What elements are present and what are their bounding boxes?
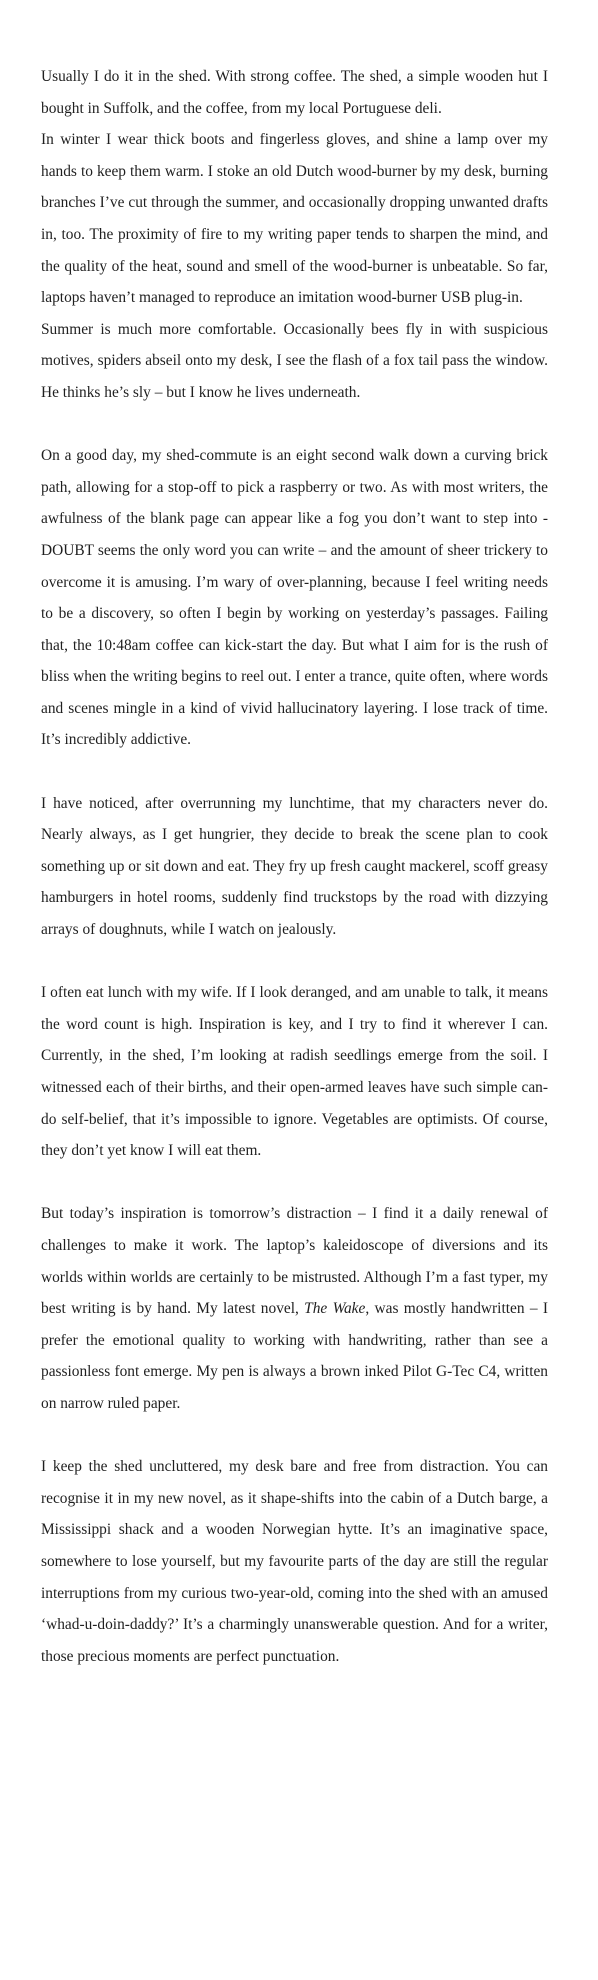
paragraph-distraction-after: , was mostly handwritten – I prefer the emotional quality to working with handwriting, rather than see a passionless font emerge. My pen is always a brown inked Pilot G-Tec C4, written on narrow ruled paper. [41,1300,548,1412]
paragraph-shed-commute: On a good day, my shed-commute is an eight second walk down a curving brick path, allowing for a stop-off to pick a raspberry or two. As with most writers, the awfulness of the blank page can appear like a fog you don’t want to step into - DOUBT seems the only word you can write – and the amount of sheer trickery to overcome it is amusing. I’m wary of over-planning, because I feel writing needs to be a discovery, so often I begin by working on yesterday’s passages. Failing that, the 10:48am coffee can kick-start the day. But what I aim for is the rush of bliss when the writing begins to reel out. I enter a trance, quite often, where words and scenes mingle in a kind of vivid hallucinatory layering. I lose track of time. It’s incredibly addictive. [41,447,548,749]
paragraph-spacer [41,946,548,978]
paragraph-shed-intro: Usually I do it in the shed. With strong coffee. The shed, a simple wooden hut I bought in Suffolk, and the coffee, from my local Portuguese deli. [41,68,548,117]
paragraph-spacer [41,1167,548,1199]
novel-title: The Wake [304,1300,366,1318]
paragraph-uncluttered-shed: I keep the shed uncluttered, my desk bare and free from distraction. You can recognise it in my new novel, as it shape-shifts into the cabin of a Dutch barge, a Mississippi shack and a wooden Norwegian hytte. It’s an imaginative space, somewhere to lose yourself, but my favourite parts of the day are still the regular interruptions from my curious two-year-old, coming into the shed with an amused ‘whad-u-doin-daddy?’ It’s a charmingly unanswerable question. And for a writer, those precious moments are perfect punctuation. [41,1458,548,1665]
paragraph-characters-lunch: I have noticed, after overrunning my lunchtime, that my characters never do. Nearly always, as I get hungrier, they decide to break the scene plan to cook something up or sit down and eat. They fry up fresh caught mackerel, scoff greasy hamburgers in hotel rooms, suddenly find truckstops by the road with dizzying arrays of doughnuts, while I watch on jealously. [41,794,548,939]
paragraph-distraction-before: But today’s inspiration is tomorrow’s distraction – I find it a daily renewal of challenges to make it work. The laptop’s kaleidoscope of diversions and its worlds within worlds are certainly to be mistrusted. Although I’m a fast typer, my best writing is by hand. My latest novel, [41,1205,548,1318]
paragraph-spacer [41,1420,548,1452]
paragraph-inspiration: I often eat lunch with my wife. If I look deranged, and am unable to talk, it means the word count is high. Inspiration is key, and I try to find it wherever I can. Currently, in the shed, I’m looking at radish seedlings emerge from the soil. I witnessed each of their births, and their open-armed leaves have such simple can-do self-belief, that it’s impossible to ignore. Vegetables are optimists. Of course, they don’t yet know I will eat them. [41,984,548,1160]
paragraph-summer: Summer is much more comfortable. Occasionally bees fly in with suspicious motives, spiders abseil onto my desk, I see the flash of a fox tail pass the window. He thinks he’s sly – but I know he lives underneath. [41,320,548,401]
paragraph-spacer [41,409,548,441]
paragraph-spacer [41,756,548,788]
paragraph-winter: In winter I wear thick boots and fingerless gloves, and shine a lamp over my hands to keep them warm. I stoke an old Dutch wood-burner by my desk, burning branches I’ve cut through the summer, and occasionally dropping unwanted drafts in, too. The proximity of fire to my writing paper tends to sharpen the mind, and the quality of the heat, sound and smell of the wood-burner is unbeatable. So far, laptops haven’t managed to reproduce an imitation wood-burner USB plug-in. [41,131,548,307]
paragraph-distraction [41,1198,548,1419]
